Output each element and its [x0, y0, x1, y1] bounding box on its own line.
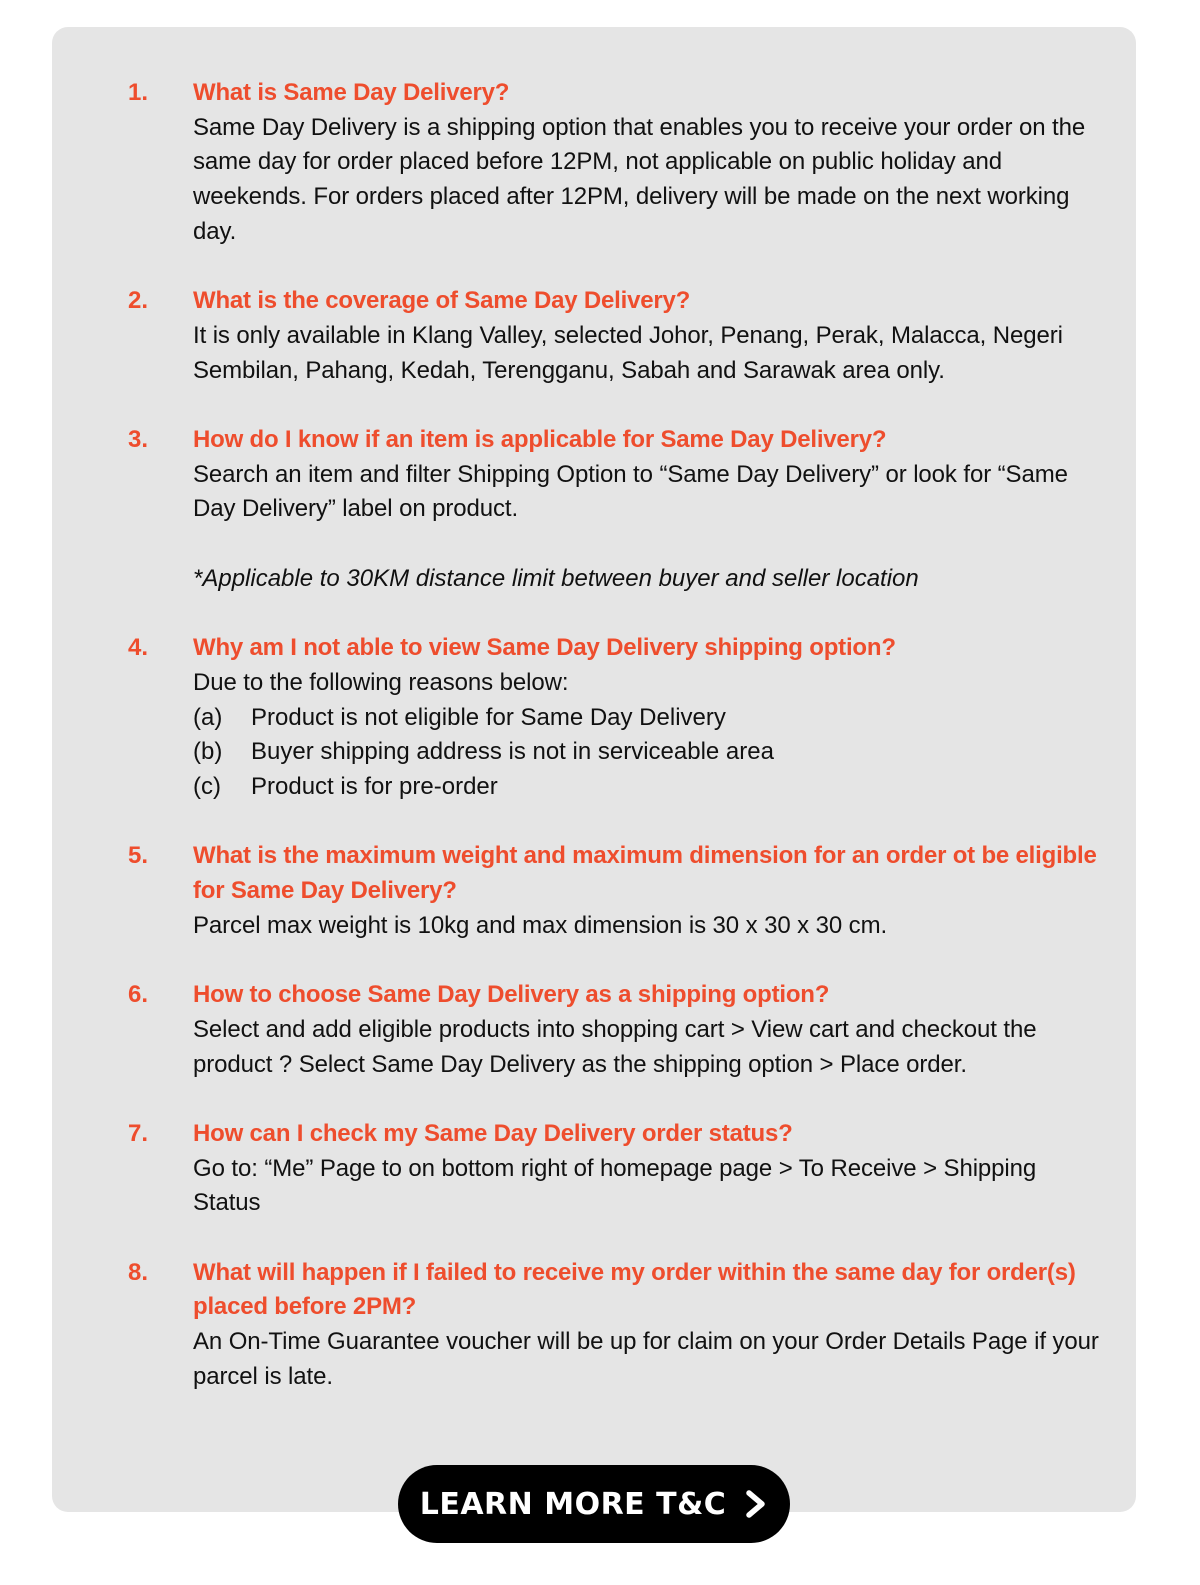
reason-list — [193, 701, 1108, 805]
faq-answer: It is only available in Klang Valley, selected Johor, Penang, Perak, Malacca, Negeri Sembilan, Pahang, Kedah, Terengganu, Sabah and Sarawak area only. — [193, 321, 1063, 384]
faq-question: How do I know if an item is applicable for Same Day Delivery? — [193, 426, 887, 453]
faq-item-4 — [128, 631, 1108, 805]
faq-list — [128, 76, 1108, 1429]
faq-question: How to choose Same Day Delivery as a shipping option? — [193, 981, 830, 1009]
faq-answer: Parcel max weight is 10kg and max dimension is 30 x 30 x 30 cm. — [193, 911, 888, 939]
faq-number: 7. — [128, 1119, 149, 1147]
faq-item-7 — [128, 1117, 1108, 1221]
faq-item-2 — [128, 284, 1108, 388]
chevron-right-icon — [744, 1490, 768, 1518]
faq-number: 1. — [128, 79, 149, 106]
faq-question: What is Same Day Delivery? — [193, 79, 510, 106]
learn-more-tc-button[interactable] — [398, 1465, 790, 1543]
faq-question: What will happen if I failed to receive my order within the same day for order(s) placed before 2PM? — [193, 1258, 1076, 1321]
faq-item-1 — [128, 76, 1108, 250]
learn-more-tc-label: LEARN MORE T&C — [419, 1486, 727, 1522]
faq-number: 6. — [128, 981, 149, 1009]
faq-answer: Select and add eligible products into shopping cart > View cart and checkout the product ? Select Same Day Delivery as the shipping option > Place order. — [193, 1015, 1037, 1078]
faq-number: 8. — [128, 1258, 149, 1286]
faq-item-6 — [128, 978, 1108, 1082]
faq-number: 3. — [128, 426, 149, 453]
faq-item-3 — [128, 423, 1108, 597]
reason-label: (a) — [193, 703, 223, 731]
reason-label: (b) — [193, 738, 223, 766]
faq-question: How can I check my Same Day Delivery order status? — [193, 1119, 793, 1147]
reason-item-c — [193, 770, 1108, 805]
faq-note: *Applicable to 30KM distance limit between buyer and seller location — [193, 564, 919, 592]
faq-number: 5. — [128, 842, 149, 870]
faq-answer: Due to the following reasons below: — [193, 668, 569, 696]
faq-question: Why am I not able to view Same Day Delivery shipping option? — [193, 634, 896, 662]
reason-text: Product is not eligible for Same Day Delivery — [251, 703, 726, 731]
reason-label: (c) — [193, 773, 221, 800]
faq-number: 4. — [128, 634, 149, 662]
faq-answer: An On-Time Guarantee voucher will be up for claim on your Order Details Page if your parcel is late. — [193, 1328, 1099, 1390]
faq-answer: Go to: “Me” Page to on bottom right of homepage page > To Receive > Shipping Status — [193, 1154, 1037, 1217]
reason-text: Product is for pre-order — [251, 773, 498, 800]
reason-item-a — [193, 701, 1108, 736]
faq-question: What is the maximum weight and maximum dimension for an order ot be eligible for Same Day Delivery? — [193, 842, 1097, 905]
faq-question: What is the coverage of Same Day Delivery? — [193, 287, 691, 315]
reason-text: Buyer shipping address is not in serviceable area — [251, 738, 774, 766]
faq-item-8 — [128, 1256, 1108, 1395]
faq-item-5 — [128, 839, 1108, 943]
faq-number: 2. — [128, 287, 149, 315]
faq-answer: Same Day Delivery is a shipping option that enables you to receive your order on the same day for order placed before 12PM, not applicable on public holiday and weekends. For orders placed after 12PM, delivery will be made on the next working day. — [193, 113, 1086, 245]
reason-item-b — [193, 735, 1108, 770]
faq-answer: Search an item and filter Shipping Option to “Same Day Delivery” or look for “Same Day Delivery” label on product. — [193, 460, 1068, 523]
